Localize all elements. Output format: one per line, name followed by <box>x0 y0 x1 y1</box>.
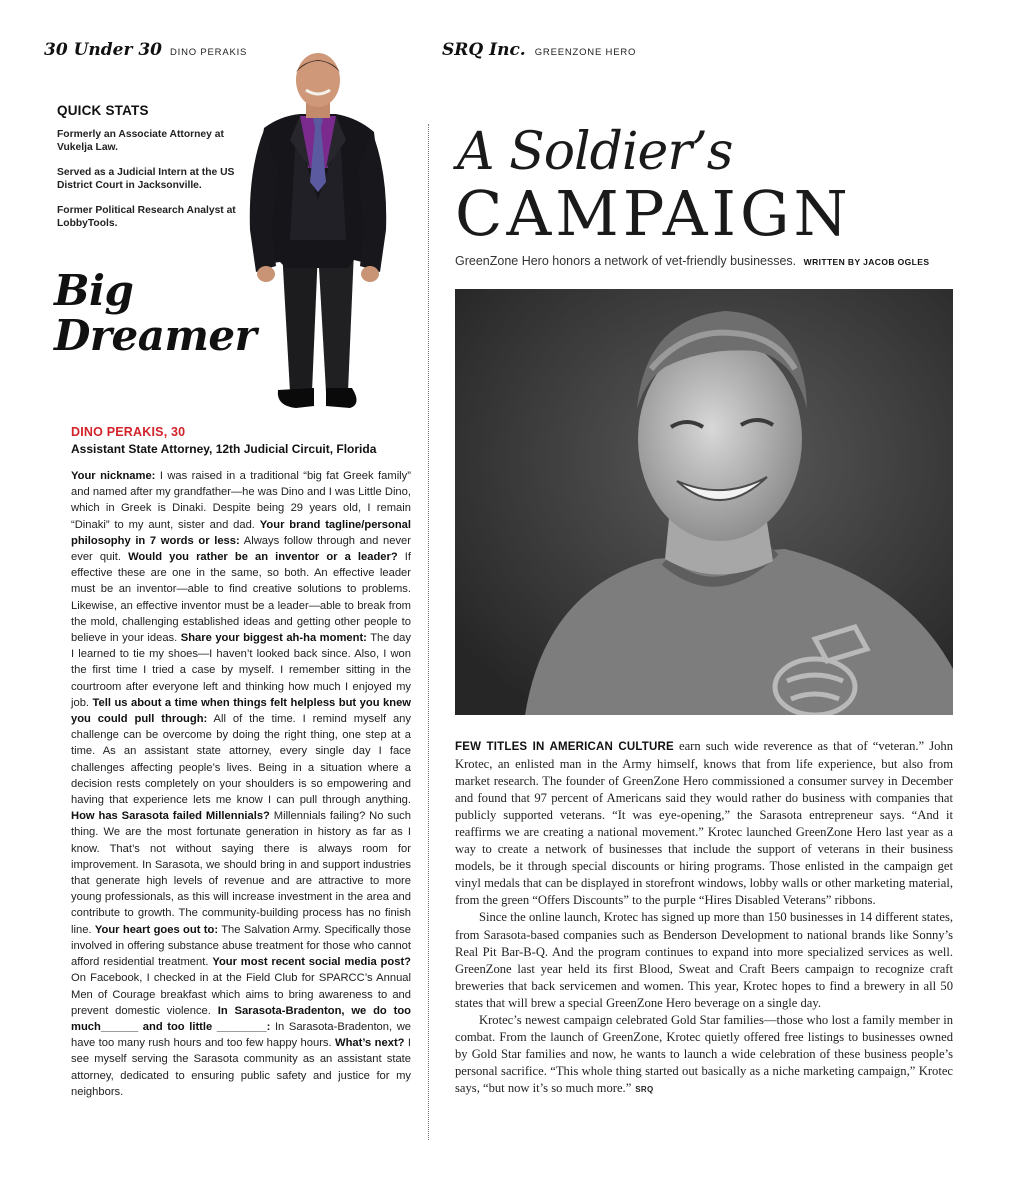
qa-answer: If effective these are one in the same, so both. An effective leader must be an inventor—able to find creative solutions to problems. Likewise, an effective inventor must be a leader—able to break from the mold, challenging established ideas and getting other people to believe in your ideas. <box>71 551 411 645</box>
column-divider <box>428 124 429 1140</box>
qa-answer: All of the time. I remind myself any challenge can be overcome by doing the right thing, one step at a time. As an assistant state attorney, every single day I face challenges affecting people’s lives. Being in a situation where a decision rests completely on your shoulders is so empowering and having that experience lets me know I can pull through anything. <box>71 713 411 807</box>
profile-role: Assistant State Attorney, 12th Judicial Circuit, Florida <box>71 442 377 456</box>
qa-answer: The day I learned to tie my shoes—I haven’t looked back since. Also, I won the first time I tried a case by myself. I remember sitting in the courtroom after everyone left and thinking how much I enjoyed my job. <box>71 632 411 709</box>
qa-answer: Millennials failing? No such thing. We are the most fortunate generation in history as far as I know. That’s not without saying there is always room for improvement. In Sarasota, we should bring in and support industries that generate high levels of revenue and are attractive to more young professionals, as this will increase investment in the area and contribute to growth. The community-building process has no finish line. <box>71 810 411 936</box>
article-dek <box>455 254 929 268</box>
article-lead-in: FEW TITLES IN AMERICAN CULTURE <box>455 741 674 753</box>
profile-name: DINO PERAKIS, 30 <box>71 425 186 439</box>
byline: WRITTEN BY JACOB OGLES <box>803 257 930 267</box>
headline-line-2: CAMPAIGN <box>455 177 852 250</box>
qa-question: Your brand tagline/personal philosophy in 7 words or less: <box>71 518 411 547</box>
article-paragraph: Since the online launch, Krotec has signed up more than 150 businesses in 14 different states, from Sarasota-based companies such as Benderson Development to national brands like Sonny’s Real Pit Bar-B-Q. And the program continues to expand into more specialized services as well. GreenZone last year held its first Blood, Sweat and Craft Beers campaign to recognize craft breweries that back servicemen and women. This year, Krotec hopes to find a brewery in all 50 states that will brew a special GreenZone Hero beverage on a single day. <box>455 910 953 1010</box>
dek-text: GreenZone Hero honors a network of vet-friendly businesses. <box>455 254 797 268</box>
section-tag: GREENZONE HERO <box>534 47 637 58</box>
qa-question: Your heart goes out to: <box>94 923 219 936</box>
section-brand: 30 Under 30 <box>44 40 162 60</box>
qa-question: How has Sarasota failed Millennials? <box>71 810 270 823</box>
quick-stats-title: QUICK STATS <box>57 103 149 118</box>
qa-answer: I was raised in a traditional “big fat Greek family” and named after my grandfather—he was Dino and I was Little Dino, which in Greek is Dinaki. Despite being 29 years old, I remain “Dinaki” to my aunt, sister and dad. <box>71 470 411 531</box>
qa-answer: In Sarasota-Bradenton, we have too many rush hours and too few happy hours. <box>71 1020 411 1050</box>
quick-stat-item: Formerly an Associate Attorney at Vukelja Law. <box>57 129 224 153</box>
end-mark: SRQ <box>635 1084 654 1094</box>
qa-question: What’s next? <box>335 1037 405 1050</box>
article-photo <box>455 289 953 715</box>
profile-qa-body <box>71 468 411 1100</box>
qa-answer: On Facebook, I checked in at the Field Club for SPARCC’s Annual Men of Courage breakfast which aims to bring awareness to and prevent domestic violence. <box>71 972 411 1017</box>
article-paragraph <box>455 738 953 909</box>
feature-title-line: Big <box>54 266 134 315</box>
folio-left <box>44 40 247 60</box>
profile-portrait <box>238 50 396 422</box>
feature-title-line: Dreamer <box>54 311 257 360</box>
qa-answer: I see myself serving the Sarasota community as an assistant state attorney, dedicated to ensuring public safety and justice for my neighbors. <box>71 1037 411 1098</box>
headline-line-1: A Soldier’s <box>457 122 733 182</box>
paragraph-text: Krotec’s newest campaign celebrated Gold Star families—those who lost a family member in combat. From the launch of GreenZone, Krotec quietly offered free listings to businesses owned by Gold Star families and now, he wants to launch a wide celebration of these business people’s personal sacrifice. “This whole thing started out basically as a niche marketing campaign,” Krotec says, “but now it’s so much more.” <box>455 1012 953 1095</box>
quick-stats <box>57 103 237 242</box>
article-body <box>455 738 953 1098</box>
folio-right <box>442 40 636 60</box>
qa-answer: Always follow through and never ever quit. <box>71 534 411 564</box>
quick-stat-item: Former Political Research Analyst at LobbyTools. <box>57 205 236 229</box>
qa-answer: The Salvation Army. Specifically those involved in offering substance abuse treatment for those who cannot afford residential treatment. <box>71 923 411 969</box>
qa-question: Share your biggest ah-ha moment: <box>180 632 367 645</box>
qa-question: Your nickname: <box>71 470 156 482</box>
qa-question: Would you rather be an inventor or a leader? <box>128 551 398 564</box>
section-tag: DINO PERAKIS <box>170 47 248 58</box>
section-brand: SRQ Inc. <box>442 40 526 60</box>
quick-stat-item: Served as a Judicial Intern at the US District Court in Jacksonville. <box>57 167 235 191</box>
paragraph-text: earn such wide reverence as that of “veteran.” John Krotec, an enlisted man in the Army himself, knows that from life experience, but also from market research. The founder of GreenZone Hero commissioned a consumer survey in December and found that 97 percent of Americans said they would rather do business with companies that publicly supported veterans. “It was eye-opening,” the Sarasota entrepreneur says. “And it reaffirms we are creating a national movement.” Krotec launched GreenZone Hero last year as a way to create a network of businesses that include the support of veterans in their business models, be it through special discounts or hiring programs. Those enlisted in the campaign get vinyl medals that can be displayed in storefront windows, lobby walls or other marketing material, from the green “Offers Discounts” to the purple “Hires Disabled Veterans” ribbons. <box>455 739 953 908</box>
qa-question: Tell us about a time when things felt helpless but you knew you could pull through: <box>71 696 411 726</box>
qa-question: Your most recent social media post? <box>212 956 412 969</box>
article-paragraph <box>455 1012 953 1098</box>
qa-question: In Sarasota-Bradenton, we do too much______ and too little ________: <box>71 1004 411 1033</box>
